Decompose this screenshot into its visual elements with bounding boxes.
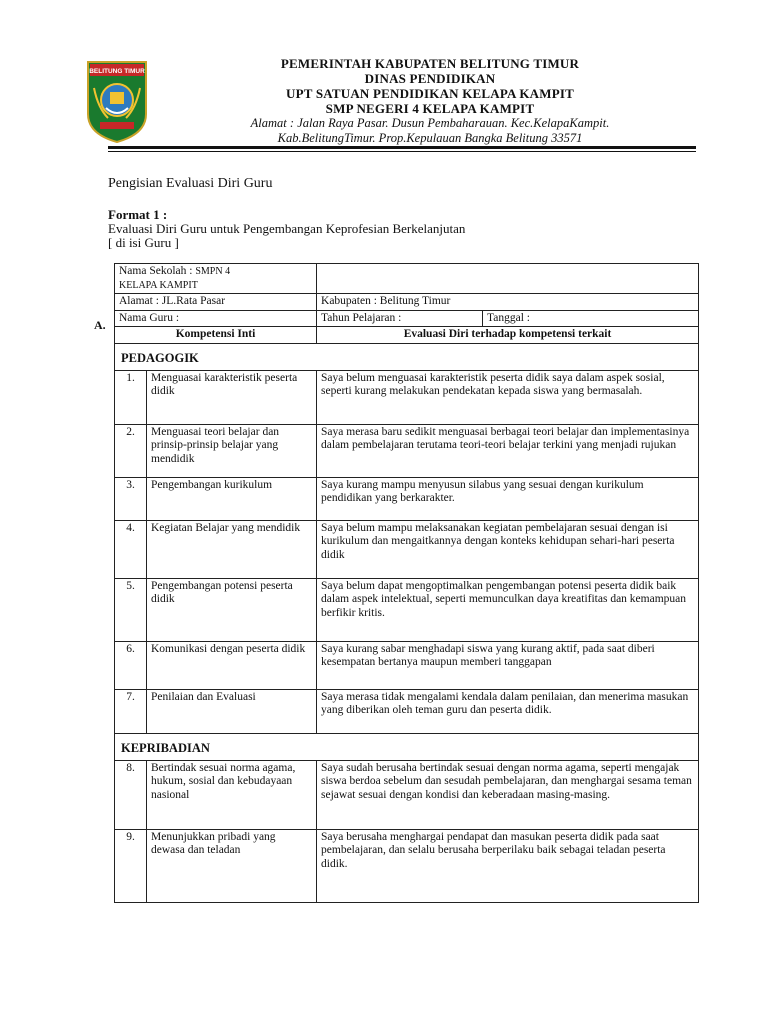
evaluation-cell: Saya belum mampu melaksanakan kegiatan pembelajaran sesuai dengan isi kurikulum dan mengaitkannya dengan konteks kehidupan sehari-hari peserta didik <box>317 520 699 578</box>
table-row <box>115 829 699 902</box>
competency-cell: Penilaian dan Evaluasi <box>147 689 317 733</box>
header-rule-thick <box>108 146 696 149</box>
letterhead-header <box>0 0 768 160</box>
competency-cell: Pengembangan kurikulum <box>147 477 317 520</box>
table-row <box>115 477 699 520</box>
letterhead-line-agency: DINAS PENDIDIKAN <box>364 71 496 86</box>
letterhead-line-government: PEMERINTAH KABUPATEN BELITUNG TIMUR <box>280 56 580 71</box>
school-value-2: KELAPA KAMPIT <box>119 279 198 291</box>
evaluation-cell: Saya belum dapat mengoptimalkan pengembangan potensi peserta didik baik dalam aspek intelektual, seperti memunculkan daya kreatifitas dan kemampuan berfikir kritis. <box>317 578 699 641</box>
table-row <box>115 760 699 829</box>
school-blank-cell <box>317 264 699 294</box>
table-row <box>115 370 699 424</box>
row-number: 2. <box>115 424 147 477</box>
row-number: 9. <box>115 829 147 902</box>
date-cell: Tanggal : <box>483 310 699 327</box>
category-label: PEDAGOGIK <box>115 343 699 370</box>
row-number: 1. <box>115 370 147 424</box>
year-cell: Tahun Pelajaran : <box>317 310 483 327</box>
competency-cell: Kegiatan Belajar yang mendidik <box>147 520 317 578</box>
evaluation-cell: Saya sudah berusaha bertindak sesuai dengan norma agama, seperti mengajak siswa berdoa sebelum dan sesudah pembelajaran, dan menghargai sesama teman sejawat sesuai dengan kondisi dan keberadaan masing-masing. <box>317 760 699 829</box>
table-header-row <box>115 327 699 344</box>
regency-emblem-logo <box>84 58 150 144</box>
address-cell: Alamat : JL.Rata Pasar <box>115 294 317 311</box>
col-evaluation-header: Evaluasi Diri terhadap kompetensi terkait <box>317 327 699 344</box>
category-row <box>115 343 699 370</box>
teacher-cell: Nama Guru : <box>115 310 317 327</box>
row-number: 6. <box>115 641 147 689</box>
section-letter: A. <box>94 318 106 332</box>
svg-text:BELITUNG TIMUR: BELITUNG TIMUR <box>89 68 145 75</box>
row-number: 7. <box>115 689 147 733</box>
competency-cell: Menguasai teori belajar dan prinsip-prinsip belajar yang mendidik <box>147 424 317 477</box>
evaluation-cell: Saya berusaha menghargai pendapat dan masukan peserta didik pada saat pembelajaran, dan selalu berusaha berperilaku baik sebagai teladan peserta didik. <box>317 829 699 902</box>
competency-cell: Menguasai karakteristik peserta didik <box>147 370 317 424</box>
table-row <box>115 689 699 733</box>
school-label: Nama Sekolah : <box>119 265 193 277</box>
info-row-school <box>115 264 699 294</box>
district-cell: Kabupaten : Belitung Timur <box>317 294 699 311</box>
table-row <box>115 641 699 689</box>
row-number: 8. <box>115 760 147 829</box>
info-row-address <box>115 294 699 311</box>
header-rule-thin <box>108 151 696 152</box>
table-row <box>115 424 699 477</box>
category-row <box>115 733 699 760</box>
evaluation-cell: Saya belum menguasai karakteristik peserta didik saya dalam aspek sosial, seperti kurang melakukan pendekatan kepada siswa yang bermasalah. <box>317 370 699 424</box>
competency-cell: Pengembangan potensi peserta didik <box>147 578 317 641</box>
competency-cell: Komunikasi dengan peserta didik <box>147 641 317 689</box>
col-competency-header: Kompetensi Inti <box>115 327 317 344</box>
row-number: 4. <box>115 520 147 578</box>
table-row <box>115 578 699 641</box>
letterhead-address-2: Kab.BelitungTimur. Prop.Kepulauan Bangka Belitung 33571 <box>277 131 583 145</box>
letterhead-line-unit: UPT SATUAN PENDIDIKAN KELAPA KAMPIT <box>286 86 574 101</box>
table-row <box>115 520 699 578</box>
evaluation-cell: Saya merasa baru sedikit menguasai berbagai teori belajar dan implementasinya dalam pembelajaran terutama teori-teori belajar terkini yang menjadi rujukan <box>317 424 699 477</box>
competency-cell: Menunjukkan pribadi yang dewasa dan teladan <box>147 829 317 902</box>
letterhead-text <box>180 56 680 146</box>
letterhead-address-1: Alamat : Jalan Raya Pasar. Dusun Pembaharauan. Kec.KelapaKampit. <box>250 116 610 130</box>
row-number: 5. <box>115 578 147 641</box>
evaluation-cell: Saya kurang mampu menyusun silabus yang sesuai dengan kurikulum pendidikan yang berkarakter. <box>317 477 699 520</box>
document-title: Pengisian Evaluasi Diri Guru <box>108 176 273 191</box>
row-number: 3. <box>115 477 147 520</box>
school-value-1: SMPN 4 <box>195 266 231 277</box>
evaluation-cell: Saya merasa tidak mengalami kendala dalam penilaian, dan menerima masukan yang diberikan oleh teman guru dan peserta didik. <box>317 689 699 733</box>
format-label: Format 1 : <box>108 207 168 222</box>
letterhead-line-school: SMP NEGERI 4 KELAPA KAMPIT <box>325 101 535 116</box>
info-row-teacher <box>115 310 699 327</box>
competency-cell: Bertindak sesuai norma agama, hukum, sosial dan kebudayaan nasional <box>147 760 317 829</box>
evaluation-cell: Saya kurang sabar menghadapi siswa yang kurang aktif, pada saat diberi kesempatan bertanya maupun memberi tanggapan <box>317 641 699 689</box>
school-cell <box>115 264 317 294</box>
format-note: [ di isi Guru ] <box>108 235 179 250</box>
category-label: KEPRIBADIAN <box>115 733 699 760</box>
format-description: Evaluasi Diri Guru untuk Pengembangan Keprofesian Berkelanjutan <box>108 221 466 236</box>
evaluation-table <box>114 263 699 903</box>
